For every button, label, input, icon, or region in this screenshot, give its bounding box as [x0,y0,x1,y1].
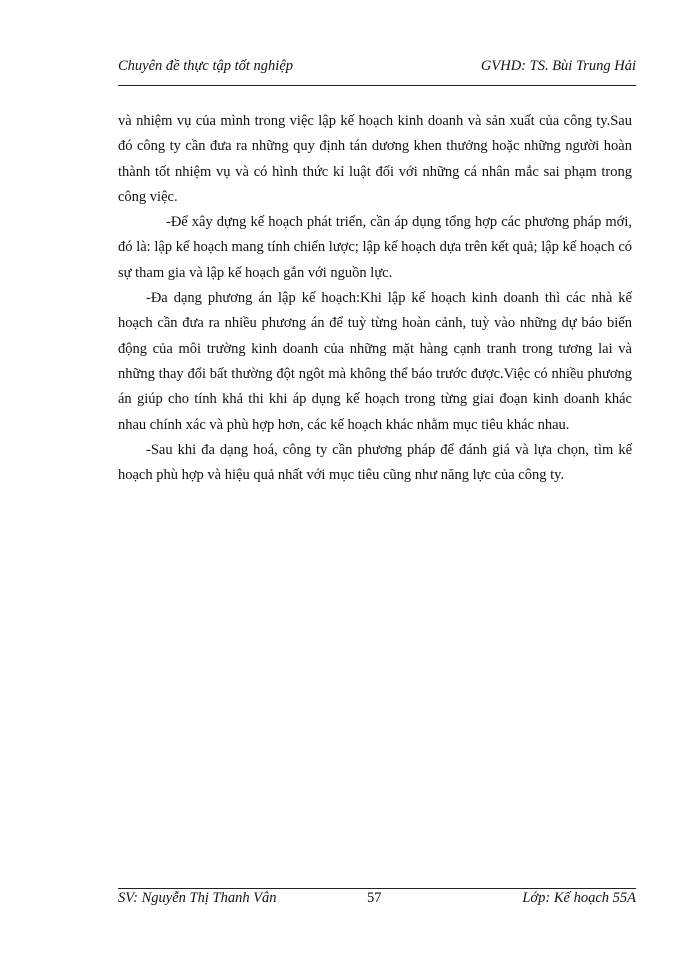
body-paragraph-3: -Đa dạng phương án lập kế hoạch:Khi lập kế hoạch kinh doanh thì các nhà kế hoạch cần đưa ra nhiều phương án để tuỳ từng hoàn cảnh, tuỳ vào những dự báo biến động của môi trường kinh doanh của những mặt hàng cạnh tranh trong tương lai và những thay đổi bất thường đột ngôt mà không thể báo trước được.Việc có nhiều phương án giúp cho tính khả thi khi áp dụng kế hoạch trong từng giai đoạn kinh doanh khác nhau chính xác và phù hợp hơn, các kế hoạch khác nhằm mục tiêu khác nhau. [118,290,632,433]
header-supervisor: GVHD: TS. Bùi Trung Hải [480,58,636,74]
body-paragraph-2: -Để xây dựng kế hoạch phát triển, cần áp dụng tổng hợp các phương pháp mới, đó là: lập kế hoạch mang tính chiến lược; lập kế hoạch dựa trên kết quả; lập kế hoạch có sự tham gia và lập kế hoạch gắn với nguồn lực. [118,214,632,281]
footer-class: Lớp: Kế hoạch 55A [522,890,636,906]
body-paragraph-4: -Sau khi đa dạng hoá, công ty cần phương pháp để đánh giá và lựa chọn, tìm kế hoạch phù hợp và hiệu quả nhất với mục tiêu cũng như năng lực của công ty. [118,441,632,484]
footer-divider [118,888,636,889]
footer-page-number: 57 [367,890,382,906]
header-divider [118,85,636,86]
header-thesis-title: Chuyên đề thực tập tốt nghiệp [118,58,294,74]
footer-student-name: SV: Nguyễn Thị Thanh Vân [118,890,277,906]
page-header [118,58,636,80]
page-footer [118,890,636,912]
body-paragraph-1: và nhiệm vụ của mình trong việc lập kế hoạch kinh doanh và sản xuất của công ty.Sau đó công ty cần đưa ra những quy định tán dương khen thưởng hoặc những người hoàn thành tốt nhiệm vụ và có hình thức kỉ luật đối với những cá nhân mắc sai phạm trong công việc. [118,113,632,205]
page-body [118,109,632,488]
